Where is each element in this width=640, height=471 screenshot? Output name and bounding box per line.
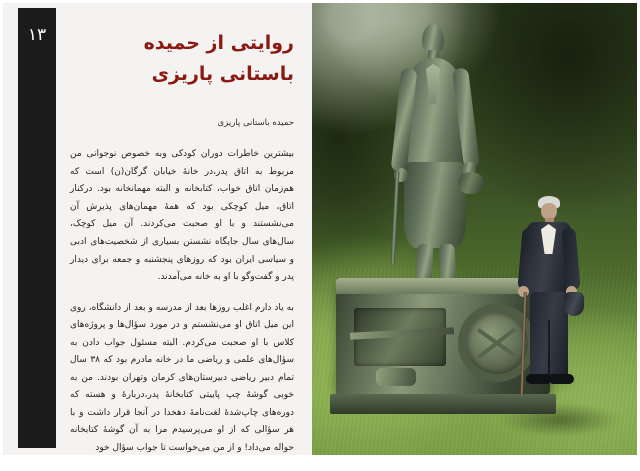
man-held-hat [564, 292, 584, 316]
park-photograph [312, 0, 640, 458]
folio-band [18, 8, 56, 448]
article-text-page [0, 0, 312, 458]
statue-hat [458, 172, 484, 194]
statue-coat-skirt [404, 162, 466, 248]
article-byline: حمیده باستانی پاریزی [217, 117, 294, 128]
article-paragraph-2: به یاد دارم اغلب روزها بعد از مدرسه و بعد از دانشگاه، روی این میل اتاق او می‌نشستم و در مورد سؤال‌ها و پروژه‌های کلاس با او صحبت می‌کردم. البته مسئول جواب دادن به سؤال‌های علمی و ریاضی ما در خانه مادرم بود که ۳۸ سال تمام دبیر ریاضی دبیرستان‌های کرمان وتهران بودند. من به خوبی گوشهٔ چپ پاییتی کتابخانهٔ پدر،دربارهٔ و هسته که دوره‌های چاپ‌شدهٔ لغت‌نامهٔ دهخدا در آنجا قرار داشت و با هر سؤالی که از او می‌پرسیدم مرا به آن گوشهٔ کتابخانه حواله می‌داد! و از من می‌خواست تا جواب سؤال خود [70, 302, 294, 454]
article-title-line-2: باستانی پاریزی [151, 63, 294, 86]
article-paragraph-1: بیشترین خاطرات دوران کودکی وبه خصوص نوجوانی من مربوط به اتاق پدر،در خانهٔ خیابان گرگان(ن) است که هم‌زمان اتاق خواب، کتابخانه و البته مهمانخانه بود. درکنار اتاق، میل کوچکی بود که همهٔ مهمان‌های پذیرش آن می‌نشستند و با او صحبت می‌کردند. آن میل کوچک، سال‌های سال جایگاه نشستن بسیاری از شخصیت‌های ادبی و سیاسی ایران بود که روزهای پنجشنبه و جمعه برای دیدار پدر و گفت‌وگو با او به خانه می‌آمدند. [70, 149, 294, 283]
article-title-line-1: روایتی از حمیده [143, 32, 294, 54]
pedestal-knob [376, 368, 416, 386]
man-left-shoe [526, 374, 550, 384]
photograph-page [312, 0, 640, 458]
man-leg-separation [548, 320, 550, 378]
elderly-man [508, 196, 594, 406]
statue-cane [391, 172, 400, 264]
folio-number: ۱۳ [27, 25, 47, 45]
article-text-column [70, 28, 294, 471]
man-right-shoe [550, 374, 574, 384]
article-title [70, 28, 294, 91]
